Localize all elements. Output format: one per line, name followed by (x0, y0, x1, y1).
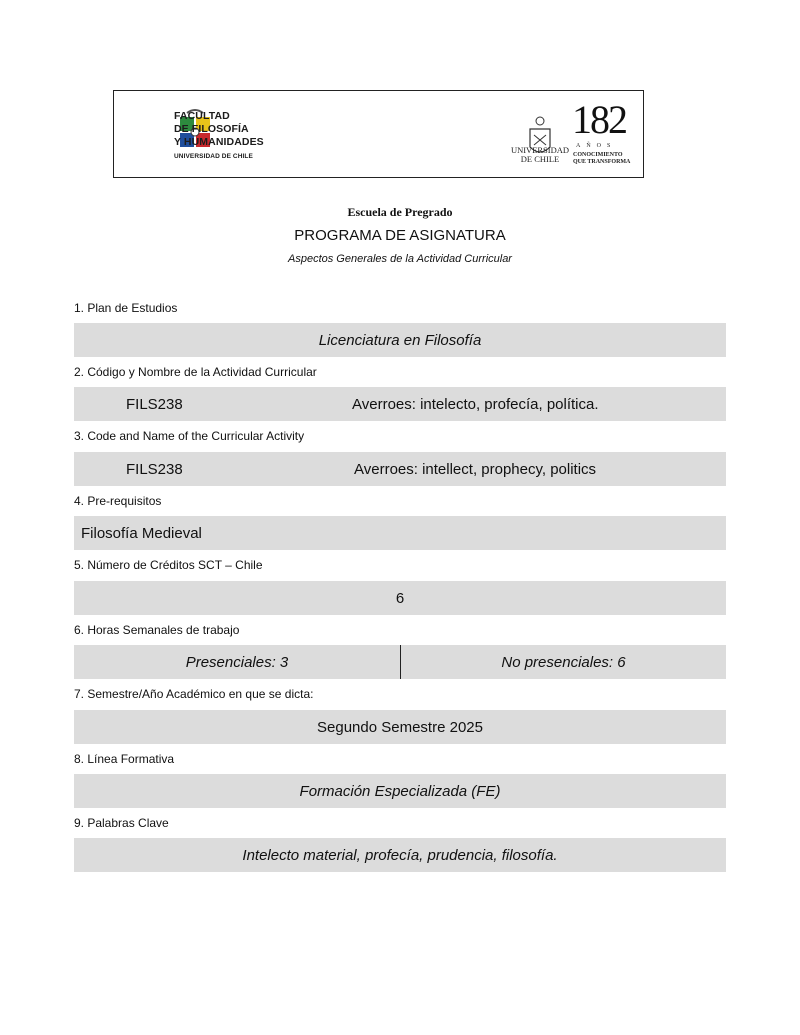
section-7-label: 7. Semestre/Año Académico en que se dicta: (74, 687, 314, 701)
semester-value: Segundo Semestre 2025 (317, 718, 483, 736)
keywords-value: Intelecto material, profecía, prudencia, filosofía. (242, 846, 558, 864)
school-name: Escuela de Pregrado (347, 205, 453, 219)
section-3-field (74, 452, 726, 486)
section-2-field (74, 387, 726, 421)
linea-formativa-value: Formación Especializada (FE) (299, 782, 501, 800)
presencial-hours: Presenciales: 3 (185, 653, 289, 671)
section-9-label: 9. Palabras Clave (74, 816, 169, 830)
section-9-field (74, 838, 726, 872)
anniversary-tagline (573, 152, 630, 166)
program-subtitle: Aspectos Generales de la Actividad Curricular (288, 253, 512, 265)
section-8-label: 8. Línea Formativa (74, 752, 175, 766)
section-2-label: 2. Código y Nombre de la Actividad Curricular (74, 365, 317, 379)
anniversary-tag-line-2: QUE TRANSFORMA (573, 159, 631, 165)
uchile-name (506, 146, 574, 164)
no-presencial-hours: No presenciales: 6 (501, 653, 626, 671)
section-6-label: 6. Horas Semanales de trabajo (74, 623, 240, 637)
section-1-field (74, 323, 726, 357)
section-5-label: 5. Número de Créditos SCT – Chile (74, 558, 263, 572)
course-name: Averroes: intelecto, profecía, política. (352, 395, 599, 413)
section-4-field (74, 516, 726, 550)
anniversary-tag-line-1: CONOCIMIENTO (573, 152, 623, 158)
section-4-label: 4. Pre-requisitos (74, 494, 162, 508)
anniversary-number: 182 (572, 97, 626, 142)
section-8-field (74, 774, 726, 808)
faculty-line-1: FACULTAD (174, 110, 230, 122)
faculty-name (174, 110, 264, 163)
plan-de-estudios-value: Licenciatura en Filosofía (318, 331, 482, 349)
uchile-line-1: UNIVERSIDAD (510, 145, 570, 155)
course-code: FILS238 (126, 395, 183, 413)
section-7-field (74, 710, 726, 744)
section-6-field (74, 645, 726, 679)
faculty-university: UNIVERSIDAD DE CHILE (174, 153, 253, 160)
header-logo-box (113, 90, 644, 178)
prerequisite-value: Filosofía Medieval (81, 524, 202, 542)
uchile-line-2: DE CHILE (520, 154, 560, 164)
course-name-en: Averroes: intellect, prophecy, politics (354, 460, 597, 478)
section-1-label: 1. Plan de Estudios (74, 301, 178, 315)
faculty-line-3: Y HUMANIDADES (174, 136, 264, 148)
section-3-label: 3. Code and Name of the Curricular Activity (74, 429, 305, 443)
section-5-field (74, 581, 726, 615)
faculty-line-2: DE FILOSOFÍA (174, 123, 249, 135)
program-title: PROGRAMA DE ASIGNATURA (294, 227, 506, 244)
credits-value: 6 (395, 589, 405, 607)
anniversary-anos: AÑOS (576, 143, 617, 149)
course-code-en: FILS238 (126, 460, 183, 478)
